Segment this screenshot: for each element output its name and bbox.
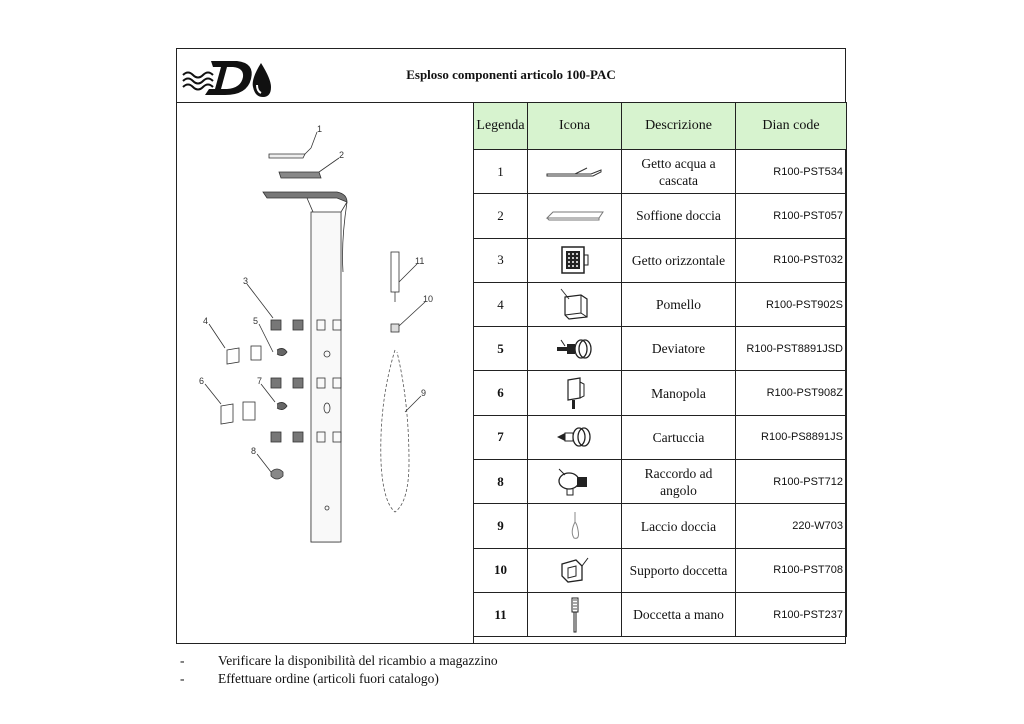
table-row [474, 238, 847, 282]
cascade-spout-icon [545, 162, 605, 182]
svg-text:7: 7 [257, 376, 263, 386]
handle-icon [560, 376, 590, 410]
legend-number: 7 [474, 415, 528, 459]
part-code: 220-W703 [736, 504, 847, 548]
table-row [474, 282, 847, 326]
svg-text:8: 8 [251, 446, 257, 456]
legend-number: 9 [474, 504, 528, 548]
part-code: R100-PS8891JS [736, 415, 847, 459]
part-code: R100-PST534 [736, 150, 847, 194]
note-bullet: - [180, 671, 185, 686]
cartridge-icon [555, 424, 595, 450]
shower-head-icon [543, 206, 607, 226]
legend-number: 4 [474, 282, 528, 326]
holder-icon [558, 556, 592, 584]
part-description: Getto orizzontale [622, 238, 736, 282]
exploded-diagram [177, 102, 473, 643]
legend-number: 8 [474, 460, 528, 504]
svg-text:4: 4 [203, 316, 209, 326]
part-code: R100-PST032 [736, 238, 847, 282]
table-row [474, 327, 847, 371]
table-row [474, 548, 847, 592]
diverter-icon [555, 336, 595, 362]
part-code: R100-PST908Z [736, 371, 847, 415]
svg-text:5: 5 [253, 316, 259, 326]
part-description: Cartuccia [622, 415, 736, 459]
part-code: R100-PST8891JSD [736, 327, 847, 371]
legend-number: 1 [474, 150, 528, 194]
svg-text:1: 1 [317, 124, 323, 134]
legend-number: 5 [474, 327, 528, 371]
legend-number: 3 [474, 238, 528, 282]
part-description: Deviatore [622, 327, 736, 371]
table-row [474, 194, 847, 238]
svg-text:9: 9 [421, 388, 427, 398]
parts-sheet [176, 48, 846, 644]
part-code: R100-PST902S [736, 282, 847, 326]
note-text: Verificare la disponibilità del ricambio a magazzino [218, 653, 498, 668]
part-description: Manopola [622, 371, 736, 415]
table-row [474, 504, 847, 548]
part-code: R100-PST712 [736, 460, 847, 504]
legend-number: 10 [474, 548, 528, 592]
note-text: Effettuare ordine (articoli fuori catalogo) [218, 671, 439, 686]
elbow-fitting-icon [555, 467, 595, 497]
svg-text:10: 10 [423, 294, 434, 304]
knob-icon [557, 287, 593, 323]
parts-table [473, 102, 847, 637]
part-description: Pomello [622, 282, 736, 326]
part-description: Supporto doccetta [622, 548, 736, 592]
table-row [474, 150, 847, 194]
table-row [474, 592, 847, 636]
part-description: Getto acqua a cascata [622, 150, 736, 194]
part-code: R100-PST057 [736, 194, 847, 238]
exploded-view-drawing [177, 102, 474, 643]
legend-number: 11 [474, 592, 528, 636]
table-header-row [474, 103, 847, 150]
col-icona: Icona [528, 103, 622, 150]
sheet-header [177, 49, 845, 103]
table-row [474, 415, 847, 459]
col-descrizione: Descrizione [622, 103, 736, 150]
legend-number: 2 [474, 194, 528, 238]
note-item [180, 670, 498, 688]
body-jet-icon [559, 245, 591, 275]
note-bullet: - [180, 653, 185, 668]
hose-icon [568, 510, 582, 542]
part-description: Laccio doccia [622, 504, 736, 548]
note-item [180, 652, 498, 670]
legend-number: 6 [474, 371, 528, 415]
svg-text:2: 2 [339, 150, 345, 160]
svg-text:3: 3 [243, 276, 249, 286]
svg-text:11: 11 [415, 256, 425, 266]
col-code: Dian code [736, 103, 847, 150]
notes-list [180, 652, 498, 688]
part-code: R100-PST237 [736, 592, 847, 636]
table-row [474, 371, 847, 415]
col-legenda: Legenda [474, 103, 528, 150]
part-description: Soffione doccia [622, 194, 736, 238]
hand-shower-icon [569, 596, 581, 634]
page-title: Esploso componenti articolo 100-PAC [406, 67, 616, 82]
part-description: Doccetta a mano [622, 592, 736, 636]
svg-text:6: 6 [199, 376, 205, 386]
table-row [474, 460, 847, 504]
part-code: R100-PST708 [736, 548, 847, 592]
part-description: Raccordo ad angolo [622, 460, 736, 504]
